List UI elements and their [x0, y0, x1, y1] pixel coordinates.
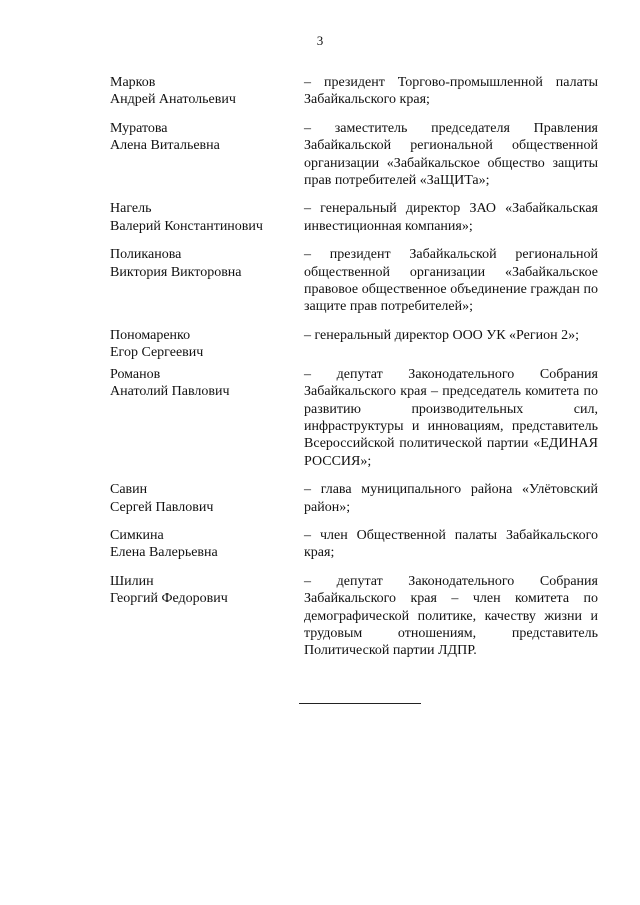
member-role: – глава муниципального района «Улётовский район»;: [304, 482, 598, 515]
member-given-names: Валерий Константинович: [110, 218, 263, 234]
member-role: – президент Забайкальской региональной общественной организации «Забайкальское правовое общественное объединение граждан по защите прав потребителей»;: [304, 247, 598, 315]
member-name: [110, 120, 304, 155]
member-row: [110, 74, 598, 109]
member-row: [110, 120, 598, 190]
member-name: [110, 327, 304, 362]
member-name: [110, 481, 304, 516]
member-surname: Шилин: [110, 573, 154, 589]
member-surname: Пономаренко: [110, 327, 191, 343]
member-surname: Поликанова: [110, 247, 182, 263]
member-surname: Симкина: [110, 527, 164, 543]
member-role: – заместитель председателя Правления Забайкальской региональной общественной организации «Забайкальское общество защиты прав потребителей «ЗаЩИТа»;: [304, 120, 598, 189]
page-number: 3: [316, 33, 324, 48]
member-given-names: Анатолий Павлович: [110, 384, 230, 400]
member-given-names: Егор Сергеевич: [110, 345, 204, 361]
member-name: [110, 200, 304, 235]
member-name: [110, 74, 304, 109]
member-name: [110, 527, 304, 562]
member-surname: Романов: [110, 366, 161, 382]
member-surname: Марков: [110, 75, 156, 90]
member-row: [110, 200, 598, 235]
member-given-names: Сергей Павлович: [110, 499, 214, 515]
member-row: [110, 527, 598, 562]
member-given-names: Алена Витальевна: [110, 138, 220, 154]
member-surname: Савин: [110, 482, 148, 498]
member-role: – депутат Законодательного Собрания Забайкальского края – председатель комитета по развитию производительных сил, инфраструктуры и инновациям, представитель Всероссийской политической партии «ЕДИНАЯ РОССИЯ»;: [304, 366, 598, 469]
member-role: – депутат Законодательного Собрания Забайкальского края – член комитета по демографической политике, качеству жизни и трудовым отношениям, представитель Политической партии ЛДПР.: [304, 573, 598, 659]
member-given-names: Виктория Викторовна: [110, 264, 242, 280]
members-list: [110, 74, 598, 660]
end-divider-line: [299, 703, 421, 704]
member-row: [110, 327, 598, 362]
member-row: [110, 481, 598, 516]
member-role: – член Общественной палаты Забайкальского края;: [304, 527, 598, 561]
member-name: [110, 573, 304, 608]
member-given-names: Елена Валерьевна: [110, 545, 218, 561]
member-given-names: Андрей Анатольевич: [110, 92, 236, 108]
member-row: [110, 573, 598, 660]
member-row: [110, 246, 598, 316]
member-name: [110, 246, 304, 281]
member-surname: Нагель: [110, 201, 152, 217]
member-role: – генеральный директор ЗАО «Забайкальская инвестиционная компания»;: [304, 201, 598, 234]
member-row: [110, 366, 598, 470]
member-role: – генеральный директор ООО УК «Регион 2»;: [304, 327, 579, 343]
member-surname: Муратова: [110, 120, 168, 136]
member-given-names: Георгий Федорович: [110, 591, 228, 607]
member-role: – президент Торгово-промышленной палаты Забайкальского края;: [304, 75, 598, 108]
member-name: [110, 366, 304, 401]
